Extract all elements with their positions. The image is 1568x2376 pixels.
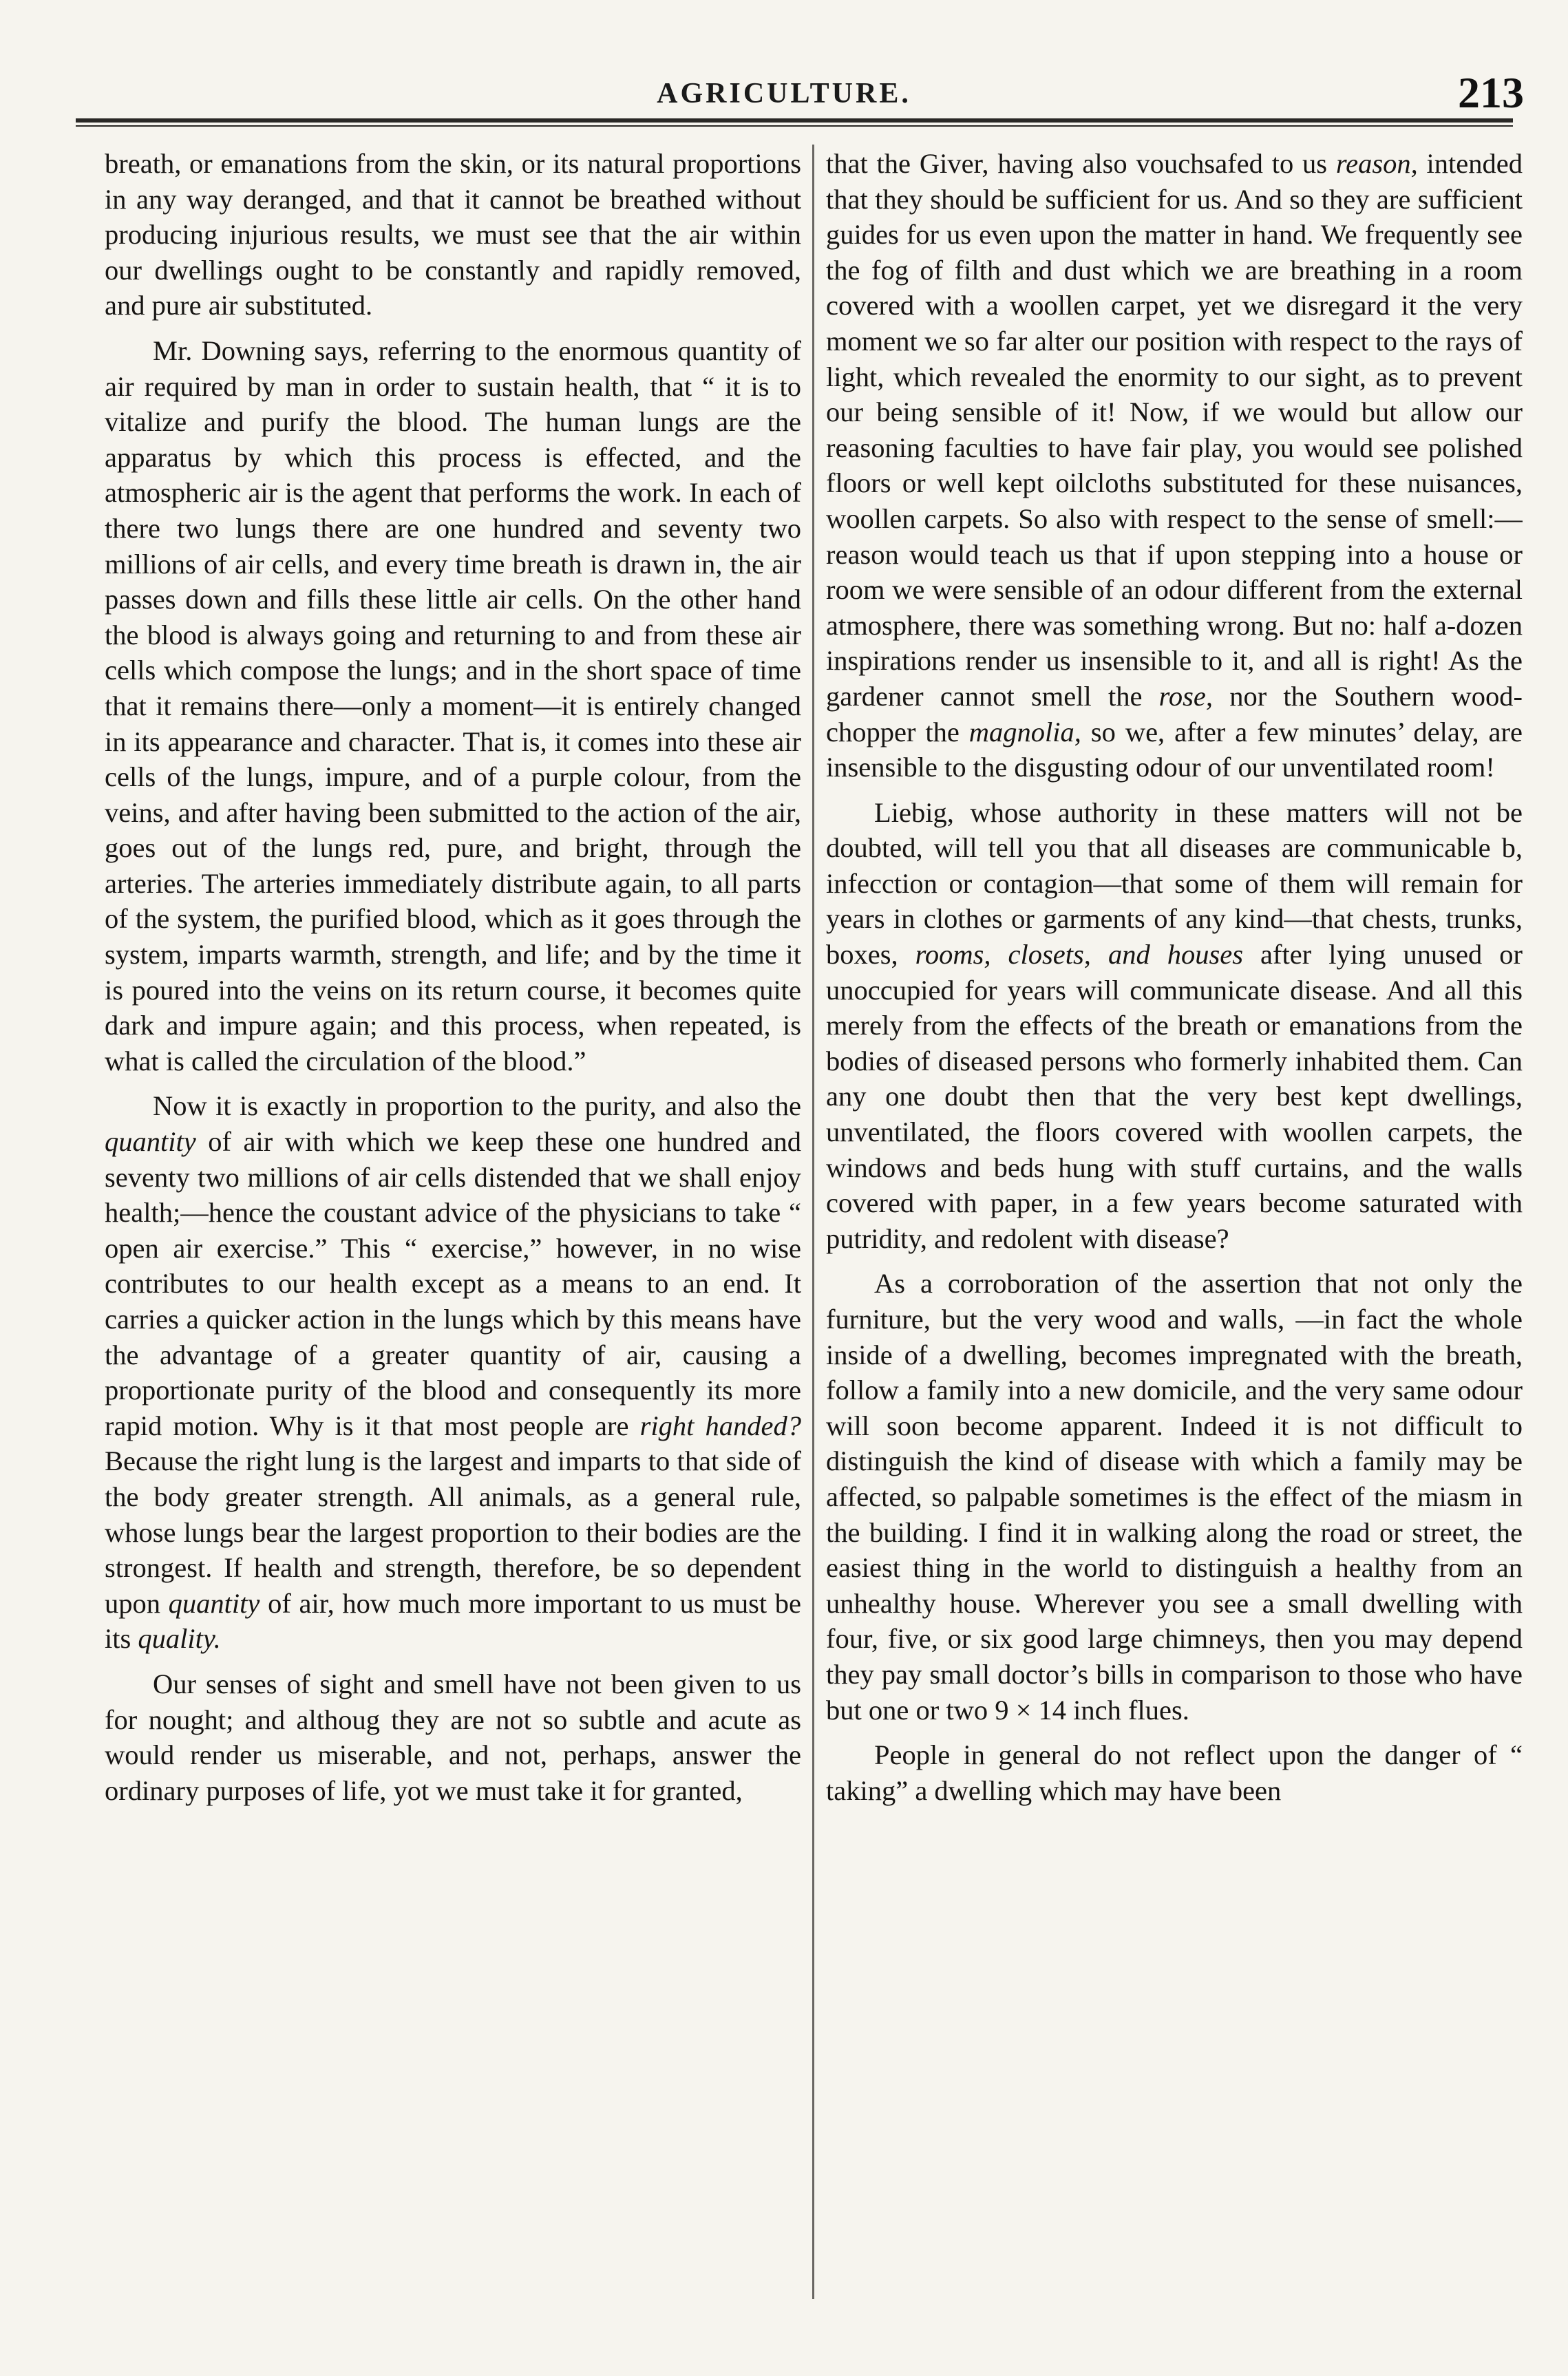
text-run: so we, after a few minutes’ delay, are insensible to the disgusting odour of our unventilated room! (826, 716, 1523, 783)
text-run: of air with which we keep these one hundred and seventy two millions of air cells distended that we shall enjoy health;—hence the coustant advice of the physicians to take “ open air exercise.” This “ exercise,” however, in no wise contributes to our health except as a means to an end. It carries a quicker action in the lungs which by this means have the advantage of a greater quantity of air, causing a proportionate purity of the blood and consequently its more rapid motion. Why is it that most people are (105, 1126, 801, 1441)
text-run: nor the Southern wood-chopper the (826, 680, 1523, 747)
paragraph: Mr. Downing says, referring to the enormous quantity of air required by man in order to sustain health, that “ it is to vitalize and purify the blood. The human lungs are the apparatus by which this process is effected, and the atmospheric air is the agent that performs the work. In each of there two lungs there are one hundred and seventy two millions of air cells, and every time breath is drawn in, the air passes down and fills these little air cells. On the other hand the blood is always going and returning to and from these air cells which compose the lungs; and in the short space of time that it remains there—only a moment—it is entirely changed in its appearance and character. That is, it comes into these air cells of the lungs, impure, and of a purple colour, from the veins, and after having been submitted to the action of the air, goes out of the lungs red, pure, and bright, through the arteries. The arteries immediately distribute again, to all parts of the system, the purified blood, which as it goes through the system, imparts warmth, strength, and life; and by the time it is poured into the veins on its return course, it becomes quite dark and impure again; and this process, when repeated, is what is called the circulation of the blood.” (105, 335, 801, 1076)
text-run: intended that they should be sufficient for us. And so they are sufficient guides for us even upon the matter in hand. We frequently see the fog of filth and dust which we are breathing in a room covered with a woollen carpet, yet we disregard it the very moment we so far alter our position with respect to the rays of light, which revealed the enormity to our sight, as to prevent our being sensible of it! Now, if we would but allow our reasoning faculties to have fair play, you would see polished floors or well kept oilcloths substituted for these nuisances, woollen carpets. So also with respect to the sense of smell:—reason would teach us that if upon stepping into a house or room we were sensible of an odour different from the external atmosphere, there was something wrong. But no: half a-dozen inspirations render us insensible to it, and all is right! As the gardener cannot smell the (826, 148, 1523, 712)
paragraph (826, 146, 1523, 785)
text-run: Now it is exactly in proportion to the purity, and also the (153, 1090, 801, 1122)
paragraph (105, 1088, 801, 1657)
text-run: after lying unused or unoccupied for years will communicate disease. And all this merely from the effects of the breath or emanations from the bodies of diseased persons who formerly inhabited them. Can any one doubt then that the very best kept dwellings, unventilated, the floors covered with woollen carpets, the windows and beds hung with stuff curtains, and the walls covered with paper, in a few years become saturated with putridity, and redolent with disease? (826, 939, 1523, 1254)
column-divider (812, 145, 814, 2299)
italic-text: quality. (138, 1623, 221, 1655)
italic-text: magnolia, (968, 716, 1081, 747)
paragraph: breath, or emanations from the skin, or its natural proportions in any way deranged, and that it cannot be breathed without producing injurious results, we must see that the air within our dwellings ought to be constantly and rapidly removed, and pure air substituted. (105, 148, 801, 321)
italic-text: right handed? (639, 1410, 801, 1441)
paragraph: People in general do not reflect upon the danger of “ taking” a dwelling which may have been (826, 1739, 1523, 1806)
header-rule-thin (76, 125, 1513, 127)
running-title: AGRICULTURE. (657, 78, 911, 109)
running-head (0, 68, 1568, 132)
italic-text: quantity (105, 1126, 196, 1158)
italic-text: rooms, closets, (915, 939, 1091, 970)
italic-text: reason, (1335, 148, 1418, 179)
text-run: Liebig, whose authority in these matters will not be doubted, will tell you that all diseases are communicable b, infecction or contagion—that some of them will remain for years in clothes or garments of any kind—that chests, trunks, boxes, (826, 796, 1523, 970)
text-run: that the Giver, having also vouchsafed to us (826, 148, 1336, 179)
italic-text: quantity (168, 1587, 260, 1619)
italic-text: rose, (1158, 680, 1213, 712)
text-run: Because the right lung is the largest and imparts to that side of the body greater strength. All animals, as a general rule, whose lungs bear the largest proportion to their bodies are the strongest. If health and strength, therefore, be so dependent upon (105, 1445, 801, 1619)
paragraph: As a corroboration of the assertion that not only the furniture, but the very wood and walls, —in fact the whole inside of a dwelling, becomes impregnated with the breath, follow a family into a new domicile, and the very same odour will soon become apparent. Indeed it is not difficult to distinguish the kind of disease with which a family may be affected, so palpable sometimes is the effect of the miasm in the building. I find it in walking along the road or street, the easiest thing in the world to distinguish a healthy from an unhealthy house. Wherever you see a small dwelling with four, five, or six good large chimneys, then you may depend they pay small doctor’s bills in comparison to those who have but one or two 9 × 14 inch flues. (826, 1268, 1523, 1726)
italic-text: and houses (1090, 939, 1243, 970)
header-rule (76, 118, 1513, 123)
left-column (105, 146, 801, 2307)
page-number: 213 (1458, 68, 1524, 117)
right-column (826, 146, 1523, 2307)
text-run: of air, how much more important to us must be its (105, 1587, 801, 1655)
paragraph (826, 795, 1523, 1257)
paragraph: Our senses of sight and smell have not been given to us for nought; and althoug they are not so subtle and acute as would render us miserable, and not, perhaps, answer the ordinary purposes of life, yot we must take it for granted, (105, 1668, 801, 1806)
